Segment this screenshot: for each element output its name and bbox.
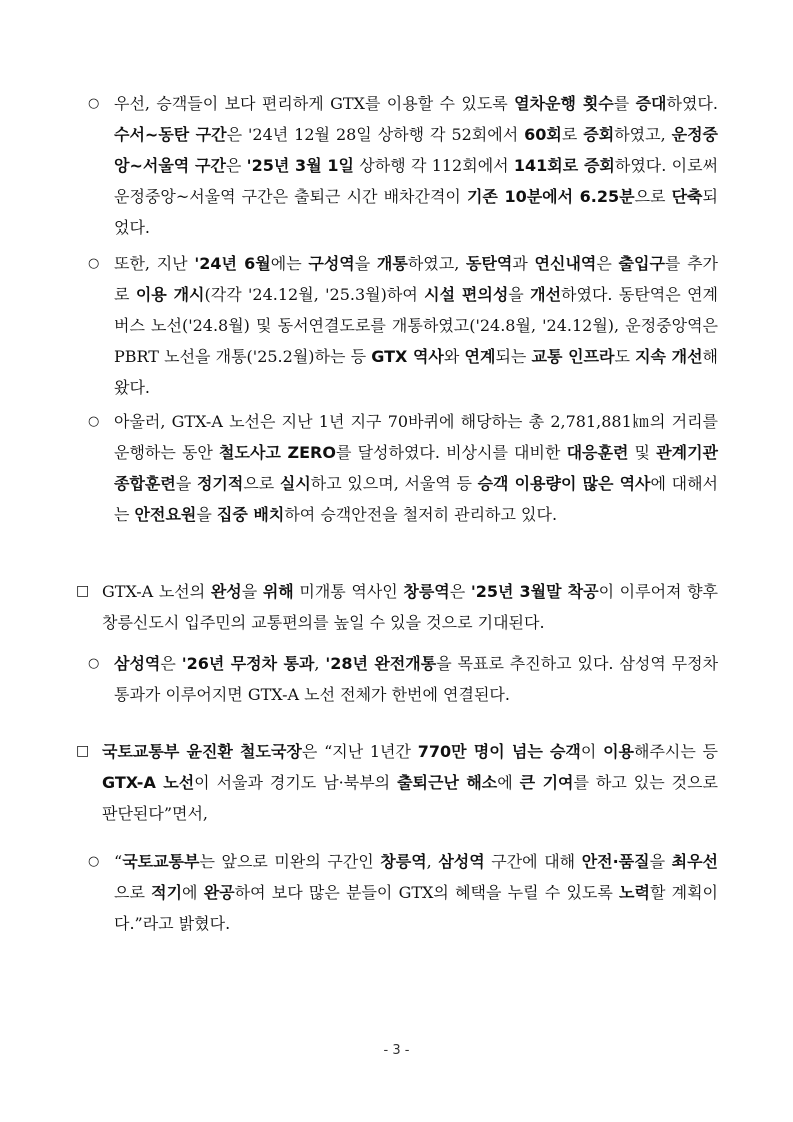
bold-text-run: '25년 3월말 착공 xyxy=(470,582,599,601)
bold-text-run: 창릉역 xyxy=(380,852,427,871)
text-run: 를 하고 있는 것으로 판단된다”면서, xyxy=(102,773,718,823)
paragraph-future-plan-quote xyxy=(88,846,718,939)
paragraph-station-access xyxy=(88,248,718,403)
text-run: 하여 승객안전을 철저히 관리하고 있다. xyxy=(284,505,558,524)
text-run: 우선, 승객들이 보다 편리하게 GTX를 이용할 수 있도록 xyxy=(114,94,515,113)
bold-text-run: 수서~동탄 구간 xyxy=(114,125,227,144)
bold-text-run: 노력 xyxy=(619,883,650,902)
text-run: 은 '24년 12월 28일 상하행 각 52회에서 xyxy=(226,125,525,144)
text-run: 해주시는 등 xyxy=(634,742,718,761)
text-run: 을 xyxy=(175,474,197,493)
text-run: 은 “지난 1년간 xyxy=(301,742,418,761)
text-run: 할 계획이다.”라고 밝혔다. xyxy=(114,883,718,933)
circle-bullet-icon: ○ xyxy=(88,96,100,111)
bold-text-run: 연계 xyxy=(464,347,496,366)
bold-text-run: 완성 xyxy=(210,582,242,601)
bold-text-run: 운정중앙~서울역 구간 xyxy=(114,125,719,175)
bold-text-run: 개통 xyxy=(376,254,408,273)
circle-bullet-icon: ○ xyxy=(88,256,100,271)
text-run: , xyxy=(314,654,326,673)
bold-text-run: 출퇴근난 해소 xyxy=(397,773,498,792)
text-run: 을 목표로 추진하고 있다. 삼성역 무정차 통과가 이루어지면 GTX-A 노선 전체가 한번에 연결된다. xyxy=(114,654,719,704)
text-run: 해왔다. xyxy=(114,347,719,397)
bold-text-run: GTX 역사 xyxy=(371,347,444,366)
bold-text-run: 개선 xyxy=(530,285,562,304)
text-run: 에 xyxy=(497,773,520,792)
text-run: 하였고, xyxy=(407,254,466,273)
text-run: 되는 xyxy=(495,347,532,366)
bold-text-run: 단축 xyxy=(671,187,703,206)
text-run: 로 xyxy=(561,125,584,144)
page-number: - 3 - xyxy=(383,1043,410,1058)
paragraph-body xyxy=(88,406,718,530)
paragraph-changneung-station xyxy=(76,576,718,638)
bold-text-run: 구성역 xyxy=(308,254,355,273)
text-run: 상하행 각 112회에서 xyxy=(354,156,514,175)
paragraph-director-quote xyxy=(76,736,718,829)
bold-text-run: 출입구 xyxy=(618,254,665,273)
bold-text-run: 삼성역 xyxy=(114,654,161,673)
text-run: 하였다. 동탄역은 연계버스 노선('24.8월) 및 동서연결도로를 개통하였고('24.8월, '24.12월), 운정중앙역은 PBRT 노선을 개통('25.2월)하는 등 xyxy=(114,285,718,366)
bold-text-run: 열차운행 횟수 xyxy=(514,94,614,113)
text-run: 아울러, GTX-A 노선은 지난 1년 지구 70바퀴에 해당하는 총 2,781,881㎞의 거리를 운행하는 동안 xyxy=(114,412,718,462)
text-run: 구간에 대해 xyxy=(484,852,582,871)
paragraph-body xyxy=(76,576,718,638)
bold-text-run: 기존 10분에서 6.25분 xyxy=(466,187,635,206)
text-run: 를 xyxy=(613,94,636,113)
text-run: 이 이루어져 향후 창릉신도시 입주민의 교통편의를 높일 수 있을 것으로 기대된다. xyxy=(102,582,719,632)
text-run: 하였다. xyxy=(666,94,718,113)
bold-text-run: 철도사고 ZERO xyxy=(219,443,336,462)
text-run: 은 xyxy=(225,156,247,175)
text-run: , xyxy=(426,852,439,871)
text-run: 하고 있으며, 서울역 등 xyxy=(310,474,478,493)
text-run: 에는 xyxy=(270,254,309,273)
paragraph-body xyxy=(88,248,718,403)
bold-text-run: 위해 xyxy=(262,582,294,601)
text-run: 을 xyxy=(354,254,377,273)
square-bullet-icon: □ xyxy=(76,743,90,759)
bold-text-run: GTX-A 노선 xyxy=(102,773,195,792)
bold-text-run: '26년 무정차 통과 xyxy=(181,654,315,673)
text-run: 를 추가로 xyxy=(114,254,718,304)
bold-text-run: 실시 xyxy=(279,474,311,493)
bold-text-run: 안전요원 xyxy=(134,505,197,524)
bold-text-run: 국토교통부 윤진환 철도국장 xyxy=(102,742,302,761)
text-run: 으로 xyxy=(243,474,280,493)
text-run: 을 xyxy=(649,852,672,871)
bold-text-run: 정기적 xyxy=(196,474,244,493)
text-run: “ xyxy=(114,852,123,871)
bold-text-run: 증회 xyxy=(583,125,615,144)
bold-text-run: 적기 xyxy=(151,883,183,902)
paragraph-train-frequency xyxy=(88,88,718,243)
text-run: 에 xyxy=(182,883,204,902)
text-run: 하여 보다 많은 분들이 GTX의 혜택을 누릴 수 있도록 xyxy=(234,883,620,902)
bold-text-run: 집중 배치 xyxy=(216,505,285,524)
bold-text-run: 대응훈련 xyxy=(566,443,629,462)
text-run: 와 xyxy=(443,347,465,366)
bold-text-run: 큰 기여 xyxy=(519,773,574,792)
bold-text-run: '25년 3월 1일 xyxy=(246,156,355,175)
bold-text-run: 동탄역 xyxy=(466,254,513,273)
bold-text-run: 관계기관 종합훈련 xyxy=(114,443,718,493)
text-run: 을 xyxy=(508,285,531,304)
paragraph-safety xyxy=(88,406,718,530)
bold-text-run: '24년 6월 xyxy=(194,254,271,273)
text-run: 으로 xyxy=(634,187,672,206)
text-run: 에 대해서는 xyxy=(114,474,718,524)
text-run: 를 달성하였다. 비상시를 대비한 xyxy=(335,443,567,462)
bold-text-run: 삼성역 xyxy=(438,852,485,871)
bold-text-run: 이용 개시 xyxy=(135,285,205,304)
text-run: GTX-A 노선의 xyxy=(102,582,211,601)
text-run: 하였고, xyxy=(614,125,672,144)
text-run: 은 xyxy=(596,254,619,273)
bold-text-run: 창릉역 xyxy=(403,582,450,601)
text-run: 및 xyxy=(628,443,657,462)
bold-text-run: 교통 인프라 xyxy=(531,347,615,366)
circle-bullet-icon: ○ xyxy=(88,414,100,429)
paragraph-body xyxy=(88,846,718,939)
bold-text-run: 완공 xyxy=(203,883,235,902)
paragraph-body xyxy=(88,648,718,710)
text-run: 이 서울과 경기도 남·북부의 xyxy=(194,773,398,792)
paragraph-body xyxy=(88,88,718,243)
text-run: (각각 '24.12월, '25.3월)하여 xyxy=(204,285,425,304)
text-run: 을 xyxy=(241,582,263,601)
bold-text-run: 승객 이용량이 많은 역사 xyxy=(477,474,651,493)
text-run: 하였다. 이로써 운정중앙~서울역 구간은 출퇴근 시간 배차간격이 xyxy=(114,156,718,206)
bold-text-run: 안전·품질 xyxy=(581,852,650,871)
bold-text-run: 141회로 증회 xyxy=(513,156,615,175)
circle-bullet-icon: ○ xyxy=(88,854,100,869)
text-run: 을 xyxy=(196,505,217,524)
text-run: 이 xyxy=(580,742,604,761)
text-run: 은 xyxy=(449,582,471,601)
bold-text-run: 최우선 xyxy=(671,852,718,871)
bold-text-run: 시설 편의성 xyxy=(424,285,509,304)
paragraph-samseong-station xyxy=(88,648,718,710)
bold-text-run: 국토교통부 xyxy=(122,852,200,871)
text-run: 은 xyxy=(160,654,182,673)
bold-text-run: 증대 xyxy=(635,94,667,113)
text-run: 미개통 역사인 xyxy=(293,582,404,601)
text-run: 또한, 지난 xyxy=(114,254,195,273)
bold-text-run: 이용 xyxy=(603,742,634,761)
bold-text-run: 연신내역 xyxy=(534,254,597,273)
bold-text-run: 지속 개선 xyxy=(635,347,703,366)
paragraph-body xyxy=(76,736,718,829)
text-run: 과 xyxy=(512,254,535,273)
text-run: 도 xyxy=(614,347,636,366)
circle-bullet-icon: ○ xyxy=(88,656,100,671)
text-run: 으로 xyxy=(114,883,152,902)
square-bullet-icon: □ xyxy=(76,583,90,599)
bold-text-run: 60회 xyxy=(524,125,562,144)
text-run: 되었다. xyxy=(114,187,718,237)
bold-text-run: 770만 명이 넘는 승객 xyxy=(417,742,581,761)
text-run: 는 앞으로 미완의 구간인 xyxy=(199,852,381,871)
bold-text-run: '28년 완전개통 xyxy=(325,654,437,673)
